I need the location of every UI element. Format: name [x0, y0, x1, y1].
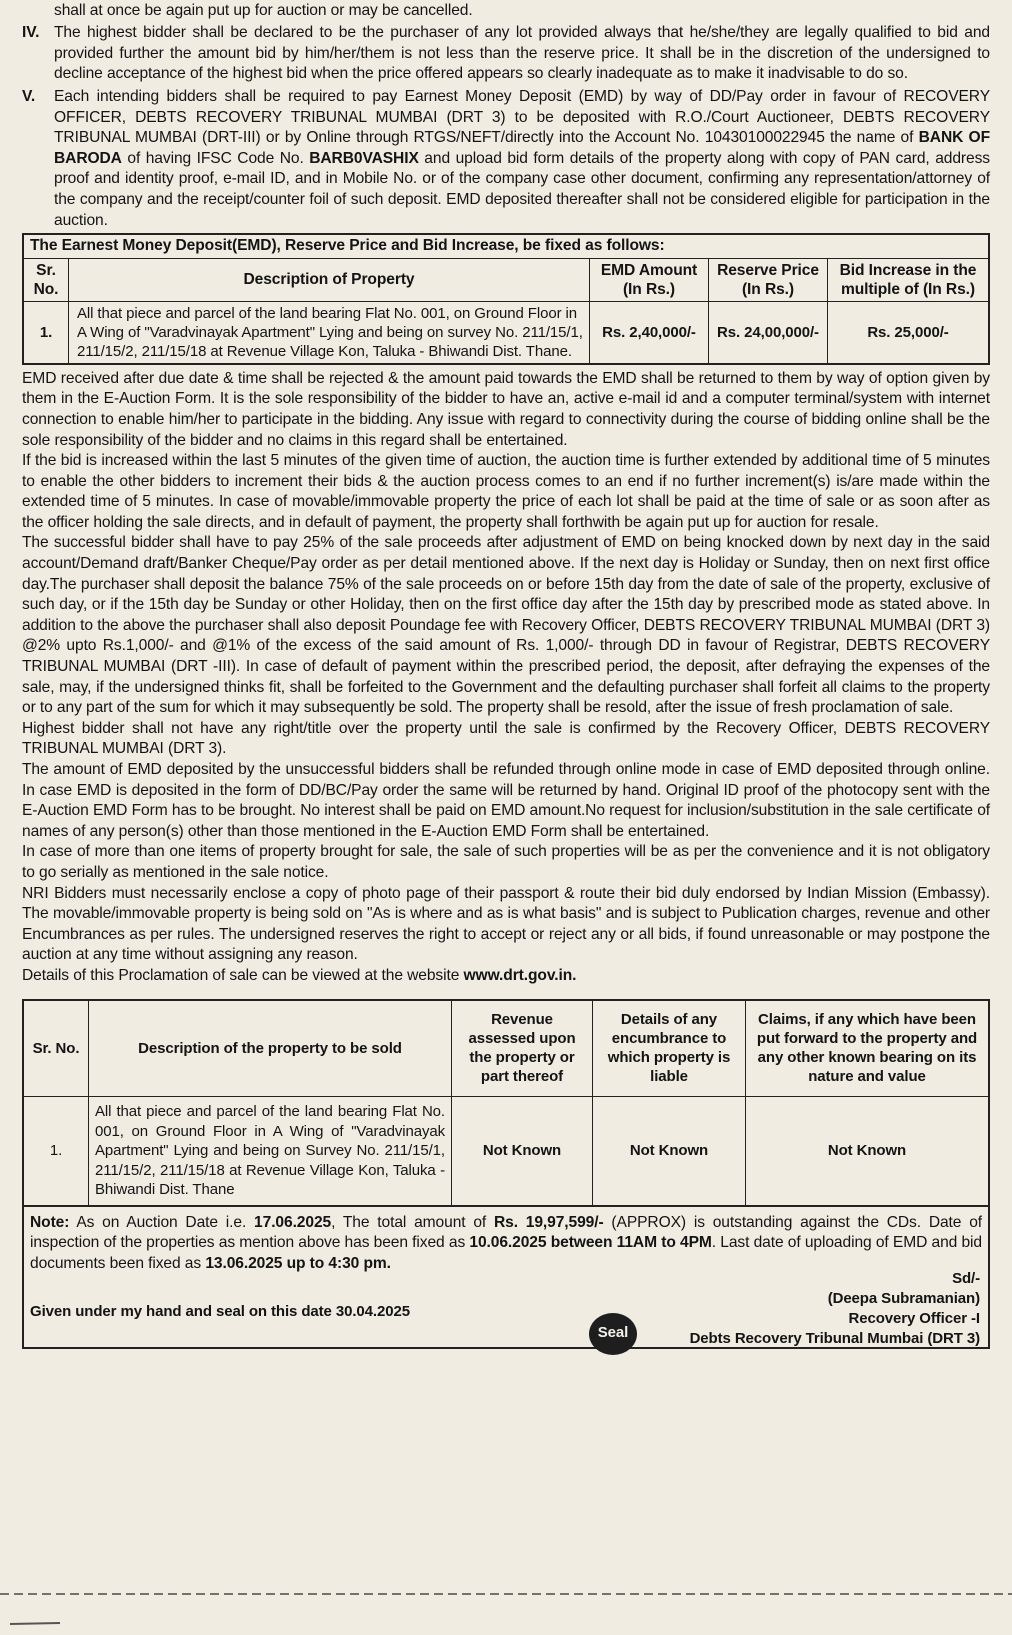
note-box [22, 1207, 990, 1349]
sale-table-box [22, 999, 990, 1207]
given-date: 30.04.2025 [335, 1302, 410, 1320]
clause-number: V. [22, 87, 36, 105]
signature-block [690, 1269, 980, 1349]
clause-text: The highest bidder shall be declared to be the purchaser of any lot provided always that he/she/they are legally qualified to bid and provided further the amount bid by him/her/them is not less than the reserve price. It shall be in the discretion of the undersigned to decline acceptance of the highest bid when the price offered appears so clearly inadequate as to make it inadvisable to do so. [54, 24, 990, 83]
header-sr-no: Sr. No. [24, 1001, 89, 1097]
cell-bid-increase: Rs. 25,000/- [828, 301, 989, 363]
page-edge-marks [0, 1592, 1012, 1635]
ifsc-code: BARB0VASHIX [309, 149, 419, 167]
note-text [30, 1213, 982, 1275]
emd-table-caption: The Earnest Money Deposit(EMD), Reserve Price and Bid Increase, be fixed as follows: [24, 235, 988, 259]
website-line [22, 966, 990, 987]
last-upload-date: 13.06.2025 up to 4:30 pm. [205, 1254, 391, 1272]
header-sr-no: Sr. No. [24, 259, 69, 302]
table-row [24, 1097, 988, 1205]
clause-text-part: of having IFSC Code No. [121, 149, 310, 167]
table-header-row [24, 259, 988, 302]
clause-text-part: Each intending bidders shall be required to pay Earnest Money Deposit (EMD) by way of DD/Pay order in favour of RECOVERY OFFICER, DEBTS RECOVERY TRIBUNAL MUMBAI (DRT 3) to be deposited with R.O./Court Auctioneer, DEBTS RECOVERY TRIBUNAL MUMBAI (DRT-III) or by Online through RTGS/NEFT/directly into the Account No. 10430100022945 the name of [54, 87, 990, 147]
note-part: As on Auction Date i.e. [69, 1213, 255, 1231]
auction-date: 17.06.2025 [254, 1213, 332, 1231]
scratch-mark [10, 1623, 60, 1624]
seal-stamp: Seal [589, 1313, 637, 1355]
cell-reserve-price: Rs. 24,00,000/- [709, 301, 828, 363]
cell-encumbrance: Not Known [593, 1097, 746, 1205]
paragraph: EMD received after due date & time shall be rejected & the amount paid towards the EMD shall be returned to them by way of option given by them in the E-Auction Form. It is the sole responsibility of the bidder to have an, active e-mail id and a computer terminal/system with internet connection to enable him/her to participate in the bidding. Any issue with regard to connectivity during the course of bidding online shall be the sole responsibility of the bidder and no claims in this regard shall be entertained. [22, 369, 990, 449]
note-part: (APPROX) is outstanding against the CDs. Date of inspection of the properties as mention above has been fixed as [30, 1213, 983, 1252]
clause-iii [22, 0, 990, 21]
paragraph: NRI Bidders must necessarily enclose a copy of photo page of their passport & route their bid duly endorsed by Indian Mission (Embassy). The movable/immovable property is being sold on "As is where and as is what basis" and is subject to Publication charges, revenue and other Encumbrances as per rules. The undersigned reserves the right to accept or reject any or all bids, if found unreasonable or may postpone the auction at any time without assigning any reason. [22, 884, 990, 964]
paragraph: Highest bidder shall not have any right/title over the property until the sale is confirmed by the Recovery Officer, DEBTS RECOVERY TRIBUNAL MUMBAI (DRT 3). [22, 719, 990, 758]
website-prefix: Details of this Proclamation of sale can be viewed at the website [22, 966, 464, 984]
cell-claims: Not Known [746, 1097, 989, 1205]
paragraph: If the bid is increased within the last 5 minutes of the given time of auction, the auction time is further extended by additional time of 5 minutes to enable the other bidders to increment their bids & the auction process comes to an end if no further increment(s) is/are made within the extended time of 5 minutes. In case of movable/immovable property the price of each lot shall be paid at the time of sale or as soon after as the officer holding the sale directs, and in default of payment, the property shall forthwith be again put up for auction for resale. [22, 452, 990, 531]
cell-sr-no: 1. [24, 301, 69, 363]
paragraph: The amount of EMD deposited by the unsuccessful bidders shall be refunded through online mode in case of EMD deposited through online. In case EMD is deposited in the form of DD/BC/Pay order the same will be returned by hand. Original ID proof of the photocopy sent with the E-Auction EMD Form has to be brought. No interest shall be paid on EMD amount.No request for inclusion/substitution in the sale certificate of names of any person(s) other than those mentioned in the E-Auction EMD Form shall be entertained. [22, 761, 990, 840]
clause-text-part: and upload bid form details of the property along with copy of PAN card, address proof and identity proof, e-mail ID, and in Mobile No. or of the company case other document, confirming any representation/attorney of the company and the receipt/counter foil of such deposit. EMD deposited thereafter shall not be considered eligible for participation in the auction. [54, 149, 990, 229]
paragraph: In case of more than one items of property brought for sale, the sale of such properties will be as per the convenience and it is not obligatory to go serially as mentioned in the sale notice. [22, 843, 990, 881]
signature-sd: Sd/- [952, 1269, 980, 1287]
sale-table [24, 1001, 988, 1205]
note-part: , The total amount of [331, 1213, 494, 1231]
website-link: www.drt.gov.in. [463, 966, 577, 984]
cell-description: All that piece and parcel of the land bearing Flat No. 001, on Ground Floor in A Wing of "Varadvinayak Apartment" Lying and being on survey No. 211/15/1, 211/15/2, 211/15/18 at Revenue Village Kon, Taluka - Bhiwandi Dist. Thane. [69, 301, 590, 363]
given-text: Given under my hand and seal on this date [30, 1302, 336, 1320]
header-bid-increase: Bid Increase in the multiple of (In Rs.) [828, 259, 989, 302]
signatory-name: (Deepa Subramanian) [827, 1289, 980, 1307]
signatory-office: Debts Recovery Tribunal Mumbai (DRT 3) [689, 1329, 980, 1347]
note-label: Note: [30, 1213, 70, 1231]
clause-v [22, 87, 990, 231]
clause-number [22, 0, 54, 1]
emd-table [24, 259, 988, 363]
header-emd-amount: EMD Amount (In Rs.) [590, 259, 709, 302]
header-reserve-price: Reserve Price (In Rs.) [709, 259, 828, 302]
cell-description: All that piece and parcel of the land bearing Flat No. 001, on Ground Floor in A Wing of "Varadvinayak Apartment" Lying and being on Survey No. 211/15/1, 211/15/2, 211/15/18 at Revenue Village Kon, Taluka - Bhiwandi Dist. Thane [89, 1097, 452, 1205]
emd-table-box [22, 233, 990, 365]
signatory-designation: Recovery Officer -I [848, 1309, 980, 1327]
clause-number: IV. [22, 24, 40, 42]
bank-name: BANK OF BARODA [54, 129, 990, 167]
auction-notice [22, 0, 990, 1349]
header-revenue: Revenue assessed upon the property or part thereof [452, 1001, 593, 1097]
paragraph: The successful bidder shall have to pay 25% of the sale proceeds after adjustment of EMD on being knocked down by next day in the said account/Demand draft/Banker Cheque/Pay order as per detail mentioned above. If the next day is Holiday or Sunday, then on next first office day.The purchaser shall deposit the balance 75% of the sale proceeds on or before 15th day from the date of sale of the property, exclusive of such day, or if the 15th day be Sunday or other Holiday, then on the first office day after the 15th day by prescribed mode as stated above. In addition to the above the purchaser shall also deposit Poundage fee with Recovery Officer, DEBTS RECOVERY TRIBUNAL MUMBAI (DRT 3) @2% upto Rs.1,000/- and @1% of the excess of the said amount of Rs. 1,000/- through DD in favour of Registrar, DEBTS RECOVERY TRIBUNAL MUMBAI (DRT -III). In case of default of payment within the prescribed period, the deposit, after defraying the expenses of the sale, may, if the undersigned thinks fit, shall be forfeited to the Government and the defaulting purchaser shall forfeit all claims to the property or to any part of the sum for which it may subsequently be sold. The property shall be resold, after the issue of fresh proclamation of sale. [22, 534, 990, 717]
cell-sr-no: 1. [24, 1097, 89, 1205]
clause-text: shall at once be again put up for auction or may be cancelled. [54, 1, 473, 19]
table-row [24, 301, 988, 363]
given-under-hand [30, 1302, 410, 1323]
inspection-date: 10.06.2025 between 11AM to 4PM [469, 1234, 712, 1252]
table-header-row [24, 1001, 988, 1097]
cell-emd-amount: Rs. 2,40,000/- [590, 301, 709, 363]
header-claims: Claims, if any which have been put forward to the property and any other known bearing on its nature and value [746, 1001, 989, 1097]
header-description: Description of the property to be sold [89, 1001, 452, 1097]
note-part: . Last date of uploading of EMD and bid documents been fixed as [30, 1234, 982, 1272]
outstanding-amount: Rs. 19,97,599/- [493, 1213, 604, 1231]
clause-text [54, 87, 990, 231]
header-encumbrance: Details of any encumbrance to which property is liable [593, 1001, 746, 1097]
header-description: Description of Property [69, 259, 590, 302]
terms-paragraphs [22, 369, 990, 987]
cell-revenue: Not Known [452, 1097, 593, 1205]
clause-iv [22, 23, 990, 85]
